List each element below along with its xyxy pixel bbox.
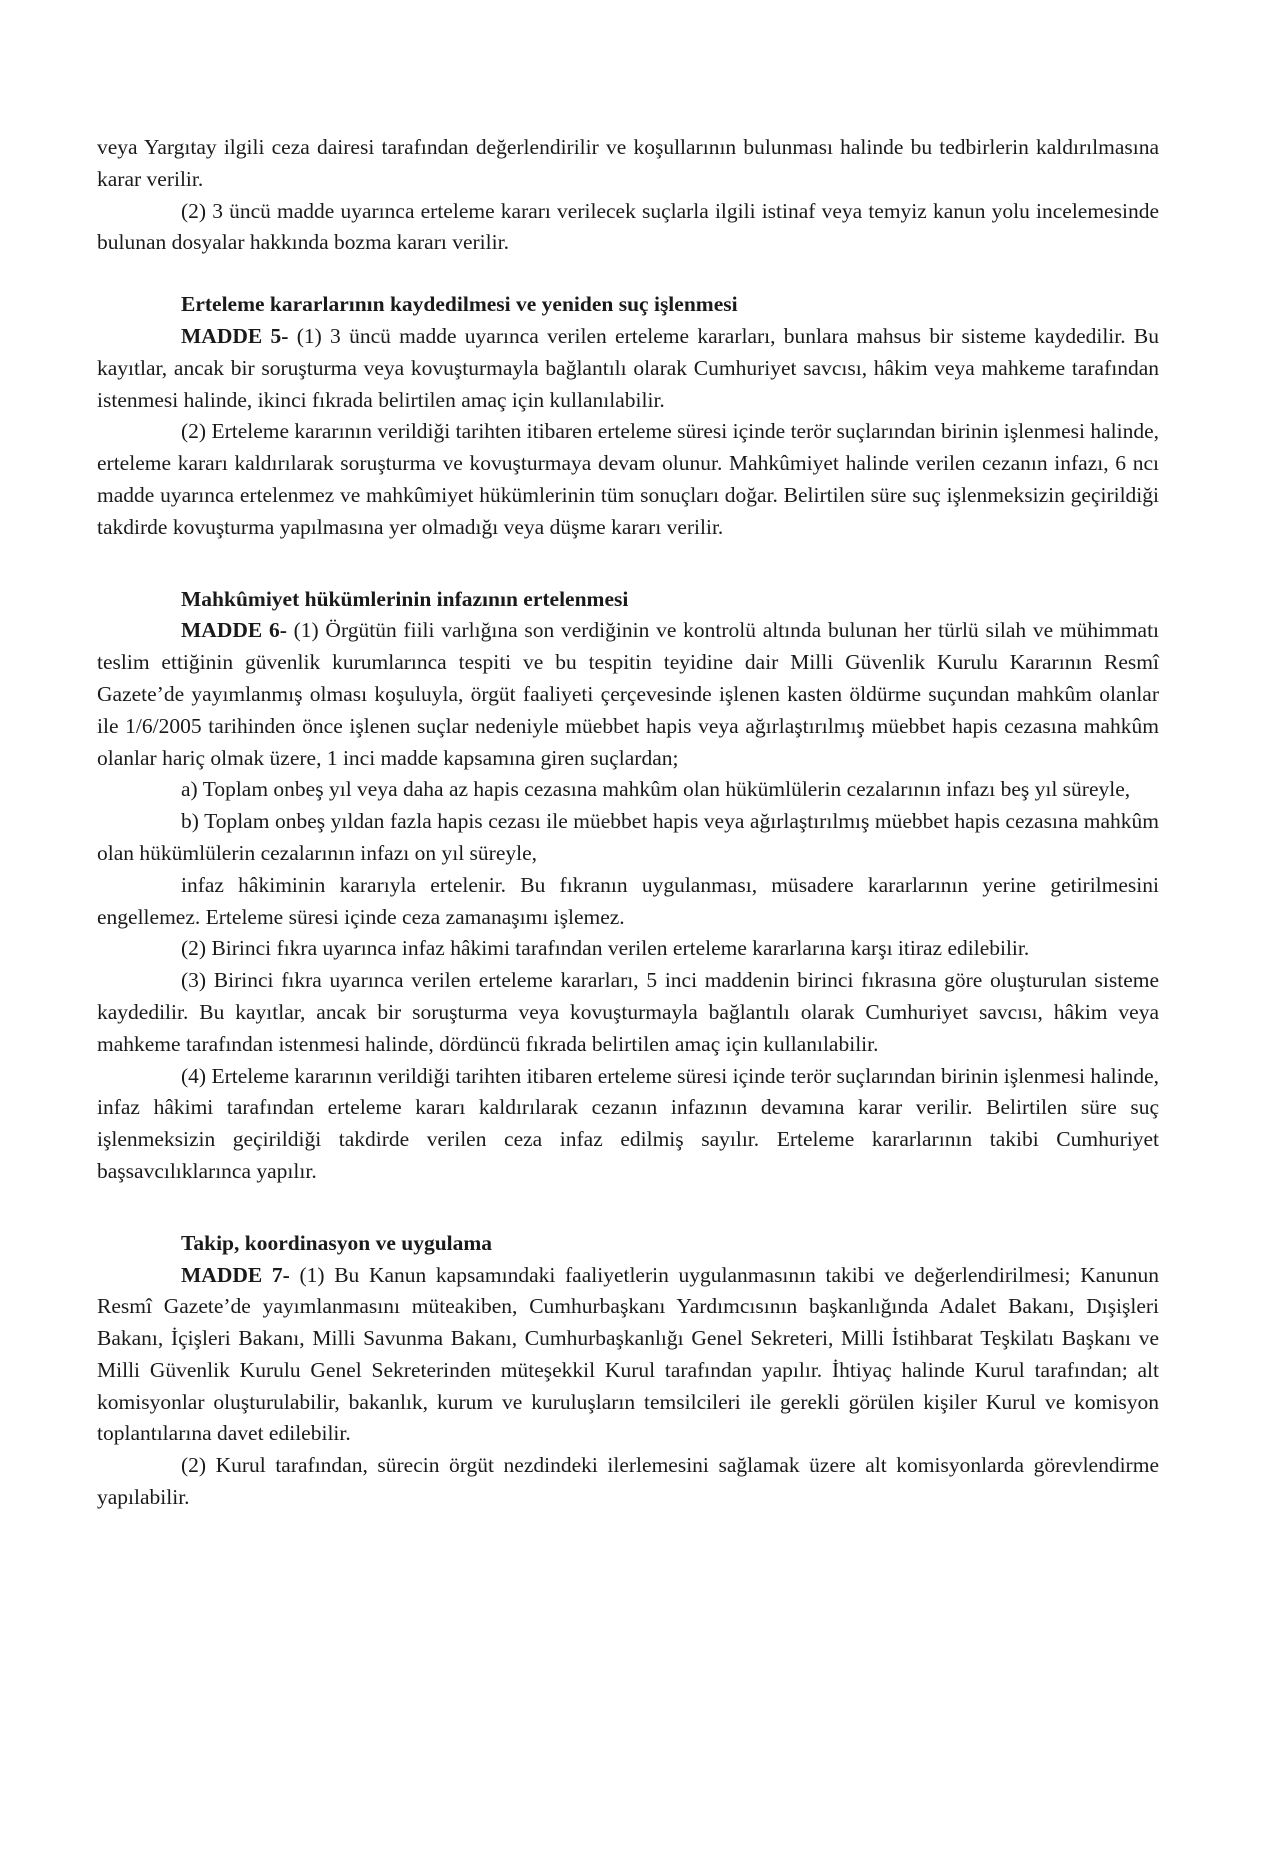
article-6-item-a: a) Toplam onbeş yıl veya daha az hapis cezasına mahkûm olan hükümlülerin cezalarının infazı beş yıl süreyle, [181,777,1131,802]
article-6-item-continuation: infaz hâkiminin kararıyla ertelenir. Bu fıkranın uygulanması, müsadere kararlarının yerine getirilmesini engellemez. Erteleme süresi içinde ceza zamanaşımı işlemez. [97,872,1159,929]
article-6-heading: Mahkûmiyet hükümlerinin infazının ertelenmesi [181,586,629,611]
article-6-paragraph-1-text: (1) Örgütün fiili varlığına son verdiğinin ve kontrolü altında bulunan her türlü silah ve mühimmatı teslim ettiğinin güvenlik kurumlarınca tespiti ve bu tespitin teyidine dair Milli Güvenlik Kurulu Kararının Resmî Gazete’de yayımlanmış olması koşuluyla, örgüt faaliyeti çerçevesinde işlenen kasten öldürme suçundan mahkûm olanlar ile 1/6/2005 tarihinden önce işlenen suçlar nedeniyle müebbet hapis veya ağırlaştırılmış müebbet hapis cezasına mahkûm olanlar hariç olmak üzere, 1 inci madde kapsamına giren suçlardan; [97,618,1160,770]
article-5-paragraph-1 [97,321,1159,416]
document-page [97,132,1159,1514]
article-6-paragraph-3: (3) Birinci fıkra uyarınca verilen erteleme kararları, 5 inci maddenin birinci fıkrasına göre oluşturulan sisteme kaydedilir. Bu kayıtlar, ancak bir soruşturma veya kovuşturmayla bağlantılı olarak Cumhuriyet savcısı, hâkim veya mahkeme tarafından istenmesi halinde, dördüncü fıkrada belirtilen amaç için kullanılabilir. [97,968,1159,1056]
article-6-item-b: b) Toplam onbeş yıldan fazla hapis cezası ile müebbet hapis veya ağırlaştırılmış müebbet hapis cezasına mahkûm olan hükümlülerin cezalarının infazı on yıl süreyle, [97,809,1159,865]
article-7-paragraph-2: (2) Kurul tarafından, sürecin örgüt nezdindeki ilerlemesini sağlamak üzere alt komisyonlarda görevlendirme yapılabilir. [97,1453,1159,1510]
intro-paragraph-2: (2) 3 üncü madde uyarınca erteleme kararı verilecek suçlarla ilgili istinaf veya temyiz kanun yolu incelemesinde bulunan dosyalar hakkında bozma kararı verilir. [97,198,1159,255]
article-7-heading: Takip, koordinasyon ve uygulama [181,1230,493,1255]
article-5-paragraph-1-text: (1) 3 üncü madde uyarınca verilen erteleme kararları, bunlara mahsus bir sisteme kaydedilir. Bu kayıtlar, ancak bir soruşturma veya kovuşturmayla bağlantılı olarak Cumhuriyet savcısı, hâkim veya mahkeme tarafından istenmesi halinde, ikinci fıkrada belirtilen amaç için kullanılabilir. [97,323,1160,412]
article-7-paragraph-1-text: (1) Bu Kanun kapsamındaki faaliyetlerin uygulanmasının takibi ve değerlendirilmesi; Kanunun Resmî Gazete’de yayımlanmasını müteakiben, Cumhurbaşkanı Yardımcısının başkanlığında Adalet Bakanı, Dışişleri Bakanı, İçişleri Bakanı, Milli Savunma Bakanı, Cumhurbaşkanlığı Genel Sekreteri, Milli İstihbarat Teşkilatı Başkanı ve Milli Güvenlik Kurulu Genel Sekreterinden müteşekkil Kurul tarafından yapılır. İhtiyaç halinde Kurul tarafından; alt komisyonlar oluşturulabilir, bakanlık, kurum ve kuruluşların temsilcileri ile gerekli görülen kişiler Kurul ve komisyon toplantılarına davet edilebilir. [97,1262,1160,1446]
article-6-paragraph-4: (4) Erteleme kararının verildiği tarihten itibaren erteleme süresi içinde terör suçlarından birinin işlenmesi halinde, infaz hâkimi tarafından erteleme kararı kaldırılarak cezanın infazının devamına karar verilir. Belirtilen süre suç işlenmeksizin geçirildiği takdirde verilen ceza infaz edilmiş sayılır. Erteleme kararlarının takibi Cumhuriyet başsavcılıklarınca yapılır. [97,1063,1159,1183]
article-6-paragraph-2: (2) Birinci fıkra uyarınca infaz hâkimi tarafından verilen erteleme kararlarına karşı itiraz edilebilir. [181,936,1030,961]
article-7-paragraph-1 [97,1260,1159,1451]
article-5-label: MADDE 5- [181,323,289,348]
intro-paragraph-1: veya Yargıtay ilgili ceza dairesi tarafından değerlendirilir ve koşullarının bulunması halinde bu tedbirlerin kaldırılmasına karar verilir. [97,135,1159,191]
article-6-paragraph-1 [97,615,1159,774]
article-5-heading: Erteleme kararlarının kaydedilmesi ve yeniden suç işlenmesi [181,292,738,317]
article-7-label: MADDE 7- [181,1262,290,1287]
article-5-paragraph-2: (2) Erteleme kararının verildiği tarihten itibaren erteleme süresi içinde terör suçlarından birinin işlenmesi halinde, erteleme kararı kaldırılarak soruşturma ve kovuşturmaya devam olunur. Mahkûmiyet halinde verilen cezanın infazı, 6 ncı madde uyarınca ertelenmez ve mahkûmiyet hükümlerinin tüm sonuçları doğar. Belirtilen süre suç işlenmeksizin geçirildiği takdirde kovuşturma yapılmasına yer olmadığı veya düşme kararı verilir. [97,419,1159,539]
article-6-label: MADDE 6- [181,618,287,643]
